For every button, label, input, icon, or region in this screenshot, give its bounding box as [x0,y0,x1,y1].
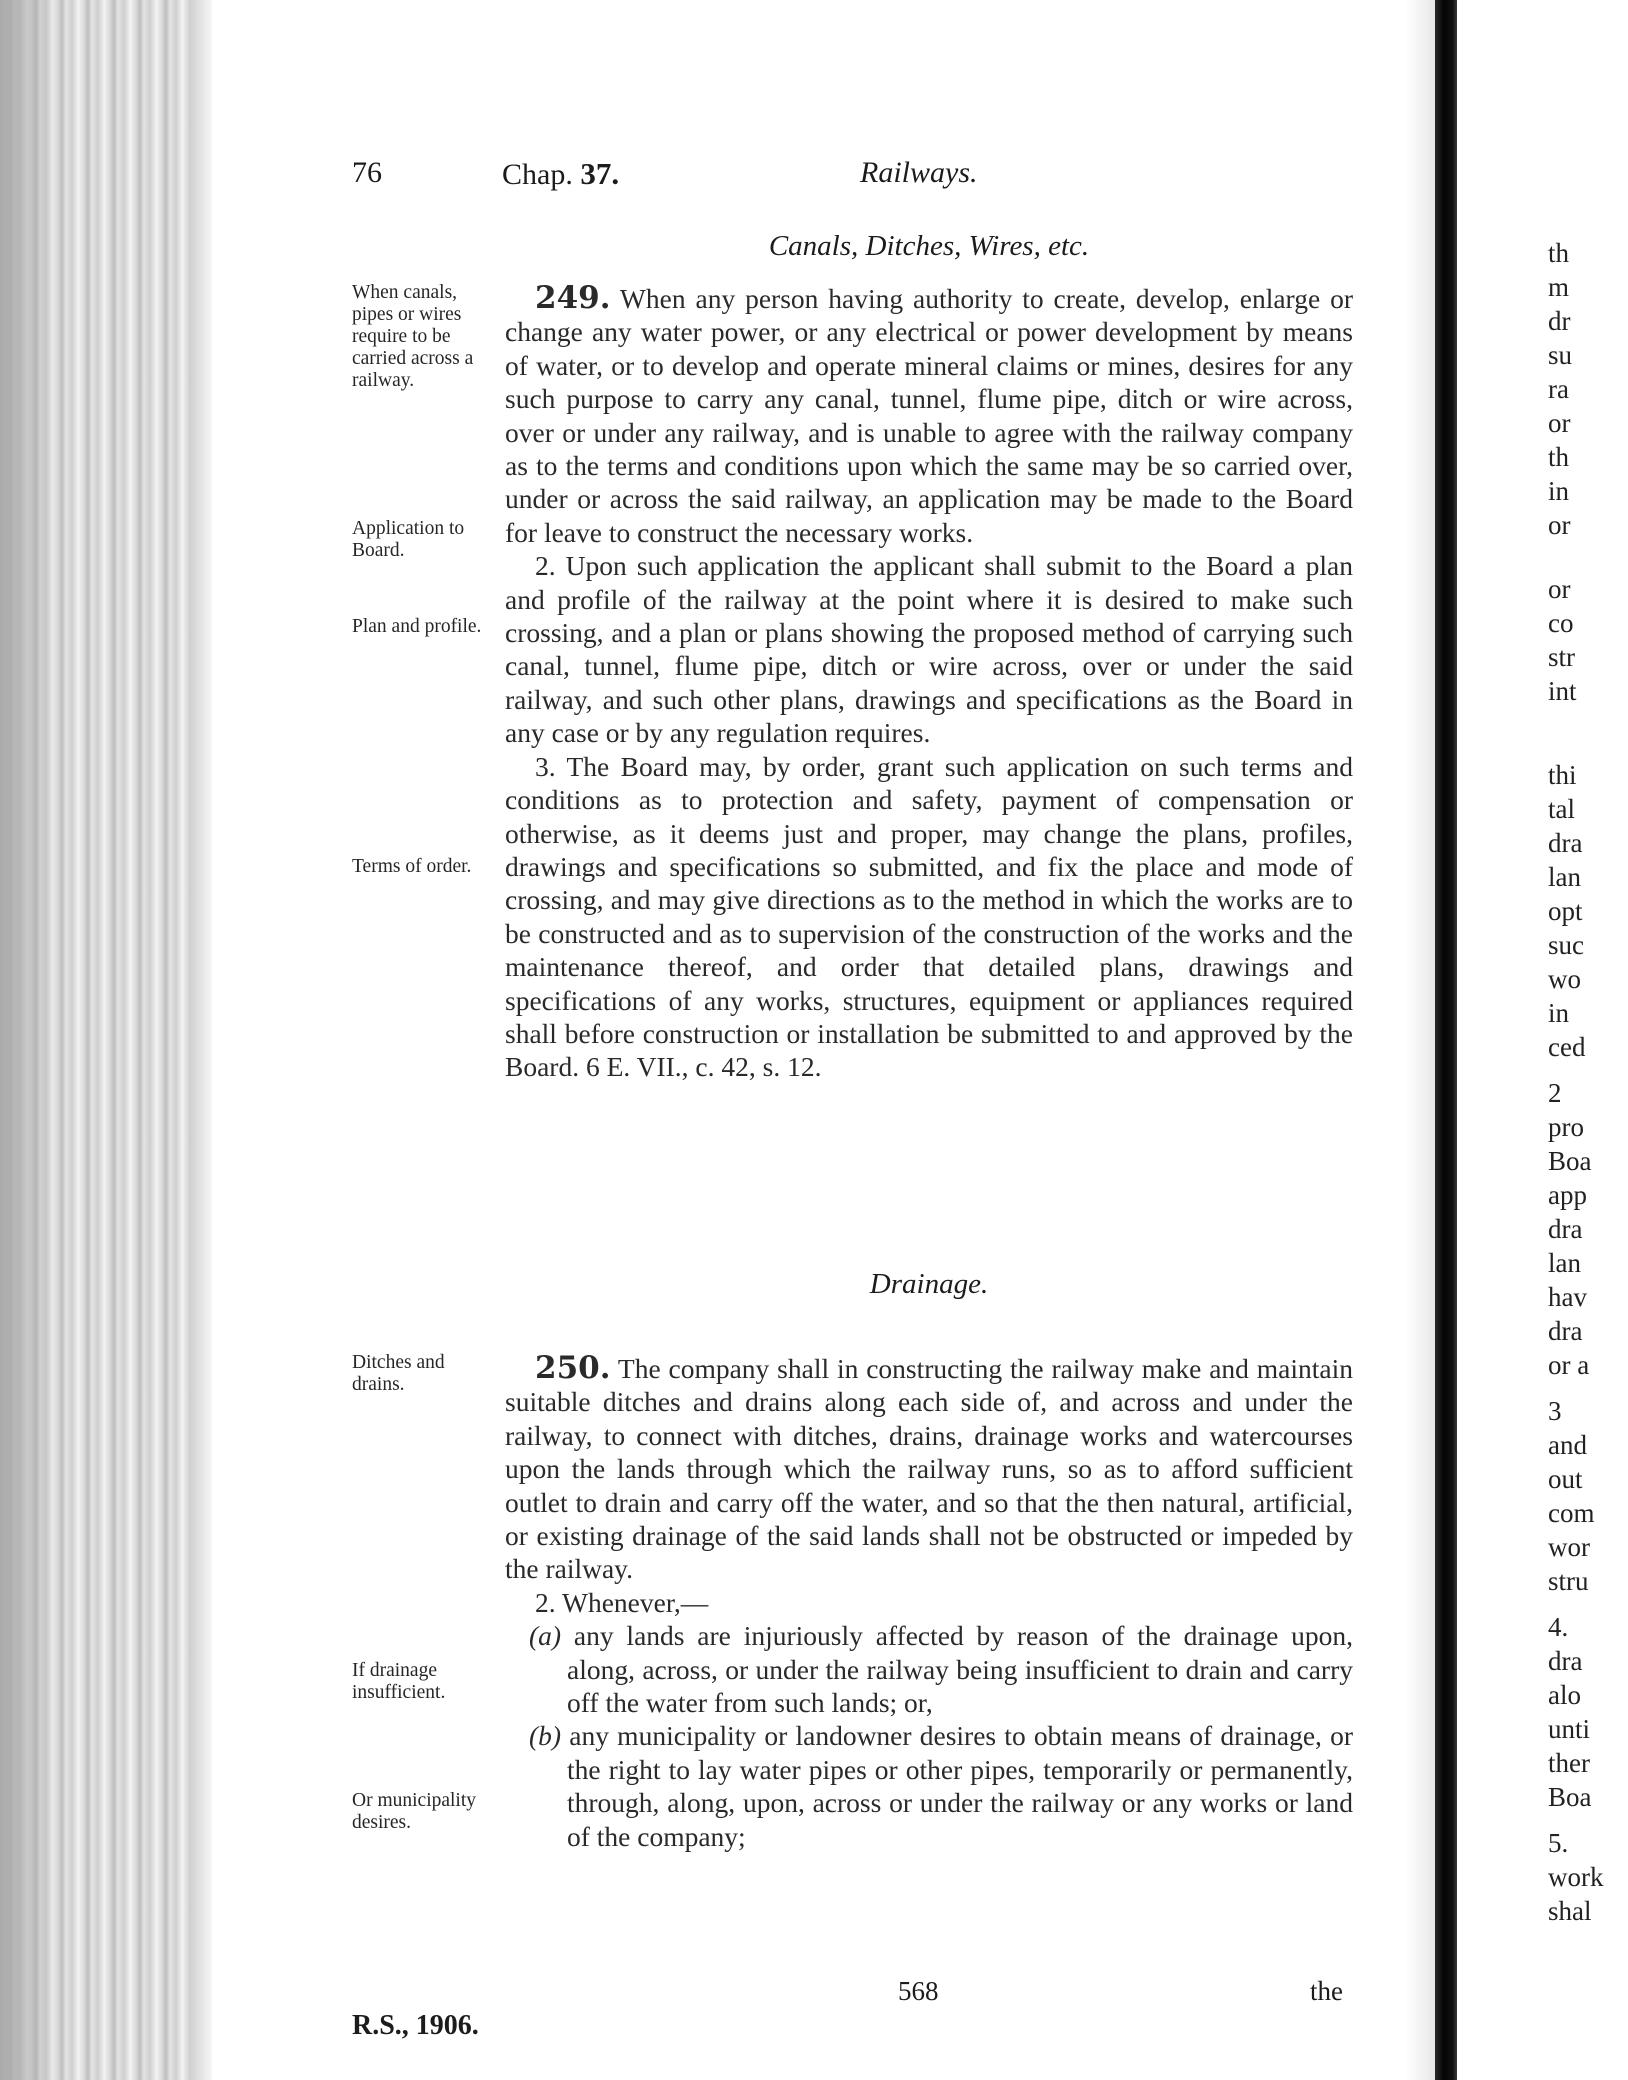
facing-page-fragment: wo [1548,964,1581,994]
section-249-para2: 2. Upon such application the applicant shall submit to the Board a plan and profile of the railway at the point where it is desired to make such crossing, and a plan or plans showing the proposed method of carrying such canal, tunnel, flume pipe, ditch or wire across, over or under the said railway, and such other plans, drawings and specifications as the Board in any case or by any regulation requires. [505,550,1353,749]
section-249-body [505,282,1353,1084]
facing-page-fragment: hav [1548,1282,1587,1312]
facing-page-fragment: Boa [1548,1782,1592,1812]
facing-page-fragment: and [1548,1430,1587,1460]
facing-page-fragment: unti [1548,1714,1591,1744]
facing-page-fragment: in [1548,476,1570,506]
facing-page-fragment: dra [1548,1646,1583,1676]
facing-page-fragment: th [1548,238,1570,268]
facing-page-fragment: str [1548,642,1575,672]
facing-page-fragment: dra [1548,1214,1583,1244]
margin-note: Or municipality desires. [352,1790,477,1833]
margin-note: Ditches and drains. [352,1352,445,1395]
section-249-para1-text: When any person having authority to create, develop, enlarge or change any water power, or any electrical or power development by means of water, or to develop and operate mineral claims or mines, desires for any such purpose to carry any canal, tunnel, flume pipe, ditch or wire across, over or under any railway, and is unable to agree with the railway company as to the terms and conditions upon which the same may be so carried over, under or across the said railway, an application may be made to the Board for leave to construct the necessary works. [505,283,1353,548]
section-250-para1-text: The company shall in constructing the railway make and maintain suitable ditches and drains along each side of, and across and under the railway, to connect with ditches, drains, drainage works and watercourses upon the lands through which the railway runs, so as to afford sufficient outlet to drain and carry off the water, and so that the then natural, artificial, or existing drainage of the said lands shall not be obstructed or impeded by the railway. [505,1353,1353,1585]
facing-page-fragment: wor [1548,1532,1590,1562]
facing-page-fragment: m [1548,272,1570,302]
facing-page-fragment: dra [1548,1316,1583,1346]
chapter-number: 37. [580,156,620,191]
chapter-prefix: Chap. [502,158,573,191]
facing-page-fragment: 2 [1548,1078,1562,1108]
facing-page-fragment: th [1548,442,1570,472]
facing-page-fragment: out [1548,1464,1583,1494]
facing-page-fragment: thi [1548,760,1577,790]
imprint: R.S., 1906. [352,2010,479,2041]
facing-page-fragment: dr [1548,306,1571,336]
facing-page-fragment: lan [1548,1248,1581,1278]
list-item-a-label: (a) [529,1620,562,1652]
facing-page-fragment: or [1548,408,1571,438]
facing-page-fragment: alo [1548,1680,1581,1710]
facing-page-fragment: shal [1548,1896,1592,1926]
facing-page-fragment: lan [1548,862,1581,892]
facing-page-fragment: 5. [1548,1828,1569,1858]
facing-page-fragment: ther [1548,1748,1590,1778]
section-number-250: 250. [535,1350,611,1386]
facing-page-fragment: com [1548,1498,1595,1528]
facing-page-fragment: Boa [1548,1146,1592,1176]
list-item-b [505,1719,1353,1853]
facing-page-fragment: suc [1548,930,1584,960]
catchword: the [1310,1976,1343,2006]
facing-page-fragment: ra [1548,374,1569,404]
facing-page-fragment: or a [1548,1350,1590,1380]
facing-page-fragment: pro [1548,1112,1584,1142]
facing-page-fragment: su [1548,340,1573,370]
margin-note: Plan and profile. [352,616,482,637]
list-item-a [505,1619,1353,1719]
margin-note: When canals, pipes or wires require to be carried across a railway. [352,282,474,391]
facing-page-fragment: 4. [1548,1612,1569,1642]
section-250-para1 [505,1352,1353,1586]
subheading-drainage: Drainage. [869,1268,989,1300]
facing-page-fragment: or [1548,574,1571,604]
facing-page-fragment: app [1548,1180,1587,1210]
book-gutter [1435,0,1457,2080]
facing-page-fragment: stru [1548,1566,1589,1596]
running-title: Railways. [860,156,978,189]
facing-page-fragment: tal [1548,794,1575,824]
facing-page-fragment: in [1548,998,1570,1028]
subheading-canals: Canals, Ditches, Wires, etc. [768,230,1090,262]
facing-page-fragment: dra [1548,828,1583,858]
facing-page-fragment: co [1548,608,1574,638]
list-item-b-label: (b) [529,1720,562,1752]
facing-page-fragment: opt [1548,896,1583,926]
facing-page-fragment: 3 [1548,1396,1562,1426]
page-number: 76 [352,156,382,189]
footer-page-number: 568 [898,1976,939,2006]
facing-page-fragment: int [1548,676,1577,706]
margin-note: Terms of order. [352,856,472,877]
facing-page-fragment: ced [1548,1032,1586,1062]
gutter-fade [1405,0,1437,2080]
list-item-a-text: any lands are injuriously affected by reason of the drainage upon, along, across, or under the railway being insufficient to drain and carry off the water from such lands; or, [567,1620,1354,1719]
list-item-b-text: any municipality or landowner desires to obtain means of drainage, or the right to lay water pipes or other pipes, temporarily or permanently, through, along, upon, across or under the railway or any works or land of the company; [567,1720,1354,1852]
section-249-para3: 3. The Board may, by order, grant such application on such terms and conditions as to protection and safety, payment of compensation or otherwise, as it deems just and proper, may change the plans, profiles, drawings and specifications so submitted, and fix the place and mode of crossing, and may give directions as to the method in which the works are to be constructed and as to supervision of the construction of the works and the maintenance thereof, and order that detailed plans, drawings and specifications of any works, structures, equipment or appliances required shall before construction or installation be submitted to and approved by the Board. 6 E. VII., c. 42, s. 12. [505,750,1353,1083]
page-edge-shadow [0,0,60,2080]
facing-page-fragment: work [1548,1862,1604,1892]
facing-page-fragment: or [1548,510,1571,540]
section-250-para2: 2. Whenever,— [535,1586,709,1618]
section-number-249: 249. [535,280,611,316]
chapter-label [502,156,619,192]
margin-note: If drainage insufficient. [352,1660,446,1703]
section-249-para1 [505,282,1353,549]
section-250-body [505,1352,1353,1853]
section-250-list [505,1619,1353,1853]
margin-note: Application to Board. [352,518,465,561]
